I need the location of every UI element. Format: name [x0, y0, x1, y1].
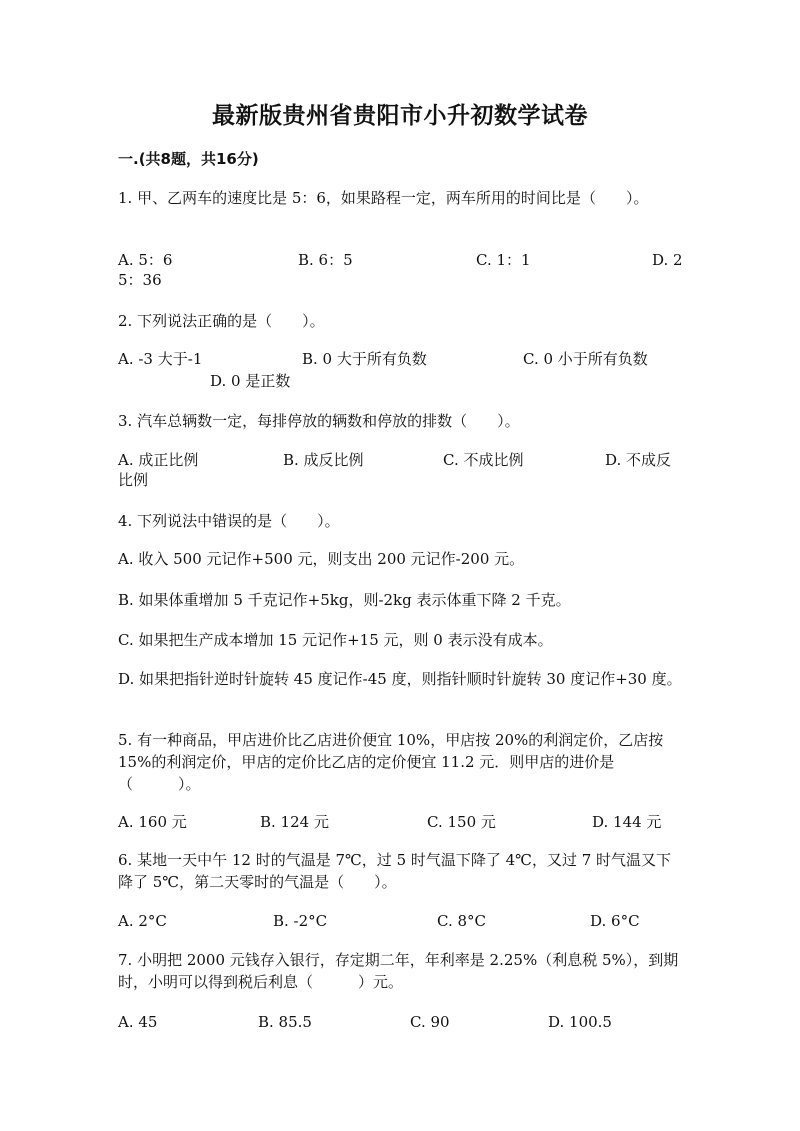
- q2-option-b: B. 0 大于所有负数: [302, 350, 427, 368]
- q6-option-b: B. -2°C: [273, 912, 328, 930]
- section-heading: 一.(共8题，共16分): [118, 150, 259, 168]
- q6-option-c: C. 8°C: [437, 912, 486, 930]
- q7-option-a: A. 45: [118, 1013, 158, 1031]
- q4-option-d: D. 如果把指针逆时针旋转 45 度记作-45 度，则指针顺时针旋转 30 度记作+30 度。: [118, 670, 682, 688]
- q3-option-b: B. 成反比例: [283, 451, 364, 469]
- q1-option-d: D. 2: [652, 251, 683, 269]
- q5-option-c: C. 150 元: [427, 813, 496, 831]
- q3-option-d: D. 不成反: [605, 451, 672, 469]
- q7-option-b: B. 85.5: [258, 1013, 312, 1031]
- q1-option-a: A. 5：6: [118, 251, 173, 269]
- q1-option-b: B. 6：5: [298, 251, 353, 269]
- q3-option-a: A. 成正比例: [118, 451, 199, 469]
- q4-option-a: A. 收入 500 元记作+500 元，则支出 200 元记作-200 元。: [118, 550, 525, 568]
- q5-option-d: D. 144 元: [592, 813, 662, 831]
- q1-option-c: C. 1：1: [476, 251, 531, 269]
- q7-option-c: C. 90: [410, 1013, 450, 1031]
- q2-option-a: A. -3 大于-1: [118, 350, 203, 368]
- q2-option-d: D. 0 是正数: [210, 372, 291, 390]
- q4-option-c: C. 如果把生产成本增加 15 元记作+15 元，则 0 表示没有成本。: [118, 631, 553, 649]
- q5-option-a: A. 160 元: [118, 813, 187, 831]
- question-2-stem: 2. 下列说法正确的是（ ）。: [118, 312, 325, 330]
- q6-option-a: A. 2°C: [118, 912, 167, 930]
- q3-option-c: C. 不成比例: [443, 451, 524, 469]
- question-6-stem: 6. 某地一天中午 12 时的气温是 7℃，过 5 时气温下降了 4℃，又过 7 时气温又下降了 5℃，第二天零时的气温是（ ）。: [118, 851, 672, 891]
- q4-option-b: B. 如果体重增加 5 千克记作+5kg，则-2kg 表示体重下降 2 千克。: [118, 591, 571, 609]
- q2-option-c: C. 0 小于所有负数: [523, 350, 648, 368]
- q6-option-d: D. 6°C: [590, 912, 640, 930]
- question-7-stem: 7. 小明把 2000 元钱存入银行，存定期二年，年利率是 2.25%（利息税 5%），到期时，小明可以得到税后利息（ ）元。: [118, 951, 679, 991]
- q1-option-d-continued: 5：36: [118, 271, 162, 289]
- q3-option-d-continued: 比例: [118, 471, 149, 489]
- page-title: 最新版贵州省贵阳市小升初数学试卷: [212, 103, 588, 129]
- q7-option-d: D. 100.5: [548, 1013, 612, 1031]
- q5-option-b: B. 124 元: [260, 813, 329, 831]
- question-5-stem: 5. 有一种商品，甲店进价比乙店进价便宜 10%，甲店按 20%的利润定价，乙店按 15%的利润定价，甲店的定价比乙店的定价便宜 11.2 元．则甲店的进价是（ ）。: [118, 731, 664, 793]
- question-4-stem: 4. 下列说法中错误的是（ ）。: [118, 512, 340, 530]
- question-1-stem: 1. 甲、乙两车的速度比是 5：6，如果路程一定，两车所用的时间比是（ ）。: [118, 189, 649, 207]
- question-3-stem: 3. 汽车总辆数一定，每排停放的辆数和停放的排数（ ）。: [118, 412, 520, 430]
